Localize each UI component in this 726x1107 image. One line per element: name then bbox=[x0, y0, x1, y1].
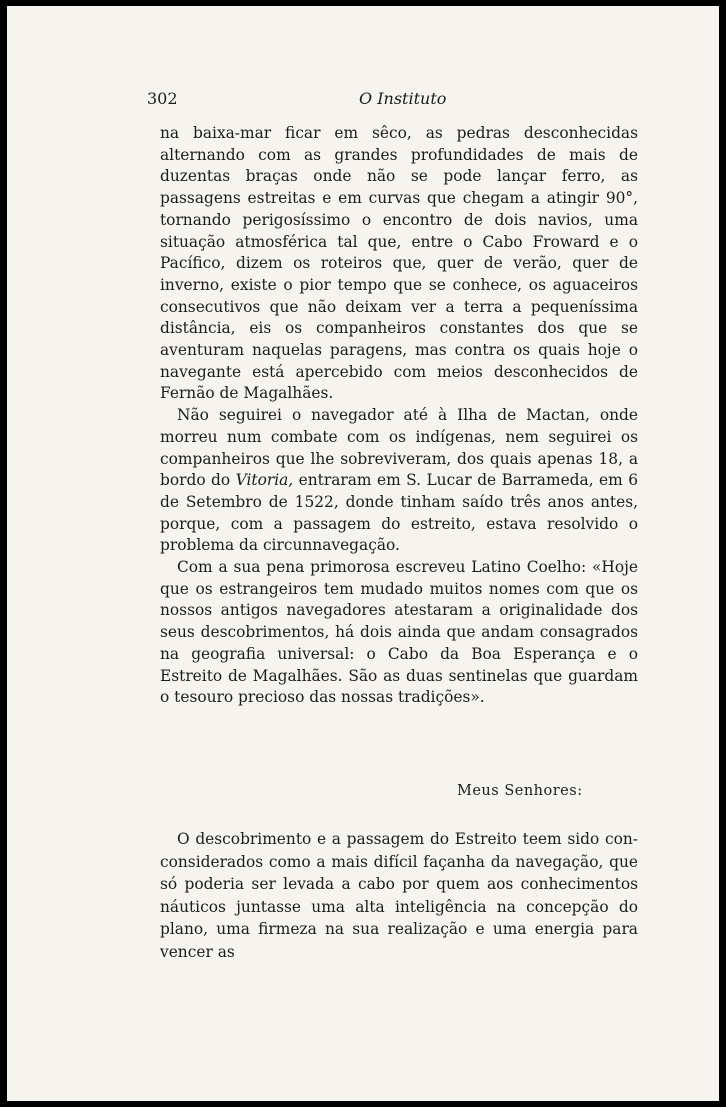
address-heading: Meus Senhores: bbox=[457, 783, 583, 799]
page-header bbox=[147, 89, 643, 113]
page-number: 302 bbox=[147, 89, 178, 108]
paragraph-2-text-before: Não seguirei o navegador até à Ilha de Mactan, onde morreu num combate com os indígenas, nem seguirei os companheiros que lhe sobreviveram, dos quais apenas 18, a bordo do bbox=[160, 406, 638, 490]
paragraph-4: O descobrimento e a passagem do Estreito teem sido con-considerados como a mais difícil façanha da navegação, que só poderia ser levada a cabo por quem aos conhecimentos náuticos juntasse uma alta inteligência na concepção do plano, uma firmeza na sua realização e uma energia para vencer as bbox=[160, 830, 638, 961]
book-page bbox=[7, 6, 719, 1101]
paragraph-2-text-after: entraram em S. Lucar de Barrameda, em 6 de Setembro de 1522, donde tinham saído três anos antes, porque, com a passagem do estreito, estava resolvido o problema da circunnavegação. bbox=[160, 471, 638, 555]
running-title: O Instituto bbox=[359, 89, 447, 108]
ship-name: Vitoria, bbox=[235, 471, 294, 490]
paragraph-1: na baixa-mar ficar em sêco, as pedras desconhecidas alternando com as grandes profundidades de mais de duzentas braças onde não se pode lançar ferro, as passagens estreitas e em curvas que chegam a atingir 90°, tornando perigosíssimo o encontro de dois navios, uma situação atmosférica tal que, entre o Cabo Froward e o Pacífico, dizem os roteiros que, quer de verão, quer de inverno, existe o pior tempo que se conhece, os aguaceiros consecutivos que não deixam ver a terra a pequeníssima distância, eis os companheiros constantes dos que se aventuram naquelas paragens, mas contra os quais hoje o navegante está apercebido com meios desconhecidos de Fernão de Magalhães. bbox=[160, 124, 638, 403]
paragraph-2 bbox=[160, 405, 638, 557]
main-text bbox=[160, 123, 638, 709]
final-text bbox=[160, 828, 638, 964]
paragraph-3: Com a sua pena primorosa escreveu Latino Coelho: «Hoje que os estrangeiros tem mudado muitos nomes com que os nossos antigos navegadores atestaram a originalidade dos seus descobrimentos, há dois ainda que andam consagrados na geografia universal: o Cabo da Boa Esperança e o Estreito de Magalhães. São as duas sentinelas que guardam o tesouro precioso das nossas tradições». bbox=[160, 558, 638, 707]
